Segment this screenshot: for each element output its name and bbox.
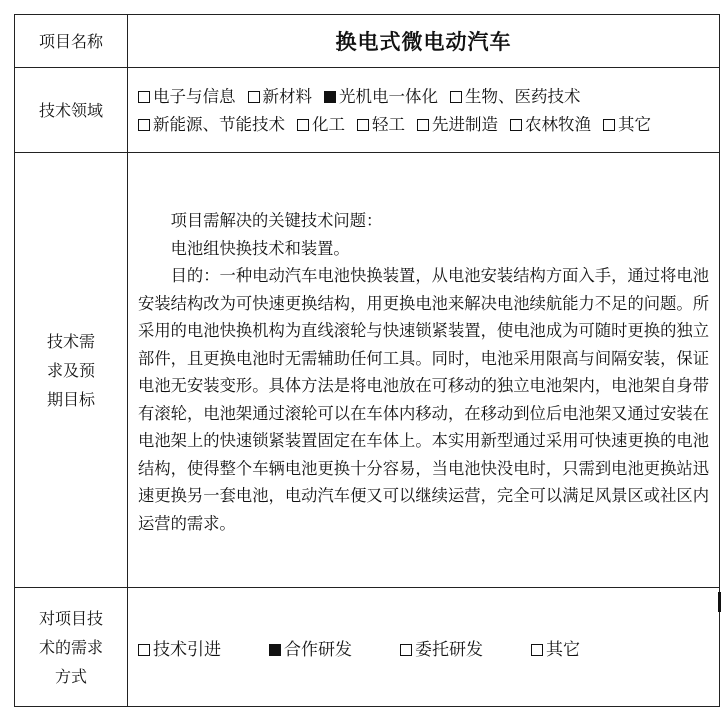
tech-field-option[interactable] [357, 111, 405, 139]
cooperation-mode-options [128, 588, 720, 707]
requirements-label [15, 153, 128, 588]
requirements-content [128, 153, 720, 588]
cooperation-mode-option-label: 委托研发 [415, 639, 483, 660]
key-problem: 电池组快换技术和装置。 [170, 238, 350, 258]
checkbox-icon[interactable] [357, 119, 369, 131]
tech-field-option[interactable] [450, 83, 581, 111]
checked-box-icon[interactable] [324, 91, 336, 103]
tech-field-row [15, 68, 720, 153]
checkbox-icon[interactable] [248, 91, 260, 103]
tech-field-option-label: 新能源、节能技术 [153, 115, 285, 134]
tech-field-option[interactable] [510, 111, 591, 139]
checkbox-icon[interactable] [138, 644, 150, 656]
cooperation-mode-row [15, 588, 720, 707]
cooperation-mode-option[interactable] [400, 635, 483, 660]
tech-field-label: 技术领域 [15, 68, 128, 153]
cooperation-mode-list [128, 635, 719, 660]
cooperation-mode-label-line: 方式 [54, 666, 87, 686]
tech-field-option-label: 光机电一体化 [339, 87, 438, 106]
checkbox-icon[interactable] [603, 119, 615, 131]
margin-mark [718, 592, 721, 612]
requirements-row [15, 153, 720, 588]
tech-field-option[interactable] [248, 83, 313, 111]
checkbox-icon[interactable] [531, 644, 543, 656]
tech-field-list [128, 81, 719, 139]
tech-field-option[interactable] [138, 111, 285, 139]
checkbox-icon[interactable] [138, 91, 150, 103]
tech-field-option-label: 其它 [618, 115, 651, 134]
project-title: 换电式微电动汽车 [128, 15, 720, 68]
checked-box-icon[interactable] [269, 644, 281, 656]
project-name-row [15, 15, 720, 68]
cooperation-mode-label-line: 术的需求 [38, 637, 103, 657]
requirements-label-line: 技术需 [46, 331, 95, 351]
requirements-heading: 项目需解决的关键技术问题： [170, 211, 383, 230]
cooperation-mode-option-label: 其它 [546, 639, 580, 660]
tech-field-option[interactable] [417, 111, 498, 139]
cooperation-mode-label [15, 588, 128, 707]
checkbox-icon[interactable] [510, 119, 522, 131]
checkbox-icon[interactable] [417, 119, 429, 131]
goal-paragraph: 目的：一种电动汽车电池快换装置，从电池安装结构方面入手，通过将电池安装结构改为可快速更换结构，用更换电池来解决电池续航能力不足的问题。所采用的电池快换机构为直线滚轮与快速锁紧装置，使电池成为可随时更换的独立部件，且更换电池时无需辅助任何工具。同时，电池采用限高与间隔安装，保证电池无安装变形。具体方法是将电池放在可移动的独立电池架内，电池架自身带有滚轮，电池架通过滚轮可以在车体内移动，在移动到位后电池架又通过安装在电池架上的快速锁紧装置固定在车体上。本实用新型通过采用可快速更换的电池结构，使得整个车辆电池更换十分容易，当电池快没电时，只需到电池更换站迅速更换另一套电池，电动汽车便又可以继续运营，完全可以满足风景区或社区内运营的需求。 [138, 266, 709, 533]
project-name-label: 项目名称 [15, 15, 128, 68]
cooperation-mode-label-line: 对项目技 [38, 608, 103, 628]
cooperation-mode-option[interactable] [138, 635, 221, 660]
checkbox-icon[interactable] [297, 119, 309, 131]
tech-field-option-label: 先进制造 [432, 115, 498, 134]
checkbox-icon[interactable] [450, 91, 462, 103]
tech-field-option-label: 新材料 [262, 87, 312, 106]
tech-field-option-label: 农林牧渔 [525, 115, 591, 134]
tech-field-option-label: 电子与信息 [153, 87, 236, 106]
cooperation-mode-option[interactable] [269, 635, 352, 660]
checkbox-icon[interactable] [400, 644, 412, 656]
tech-field-option[interactable] [324, 83, 438, 111]
tech-field-option-label: 生物、医药技术 [465, 87, 581, 106]
tech-field-option[interactable] [297, 111, 345, 139]
tech-field-options [128, 68, 720, 153]
tech-field-option[interactable] [138, 83, 236, 111]
requirements-label-line: 期目标 [46, 389, 95, 409]
tech-field-option-label: 轻工 [372, 115, 405, 134]
tech-field-option[interactable] [603, 111, 651, 139]
project-form-table [14, 14, 720, 707]
cooperation-mode-option[interactable] [531, 635, 580, 660]
checkbox-icon[interactable] [138, 119, 150, 131]
requirements-label-line: 求及预 [46, 360, 95, 380]
cooperation-mode-option-label: 合作研发 [284, 639, 352, 660]
tech-field-option-label: 化工 [312, 115, 345, 134]
cooperation-mode-option-label: 技术引进 [153, 639, 221, 660]
